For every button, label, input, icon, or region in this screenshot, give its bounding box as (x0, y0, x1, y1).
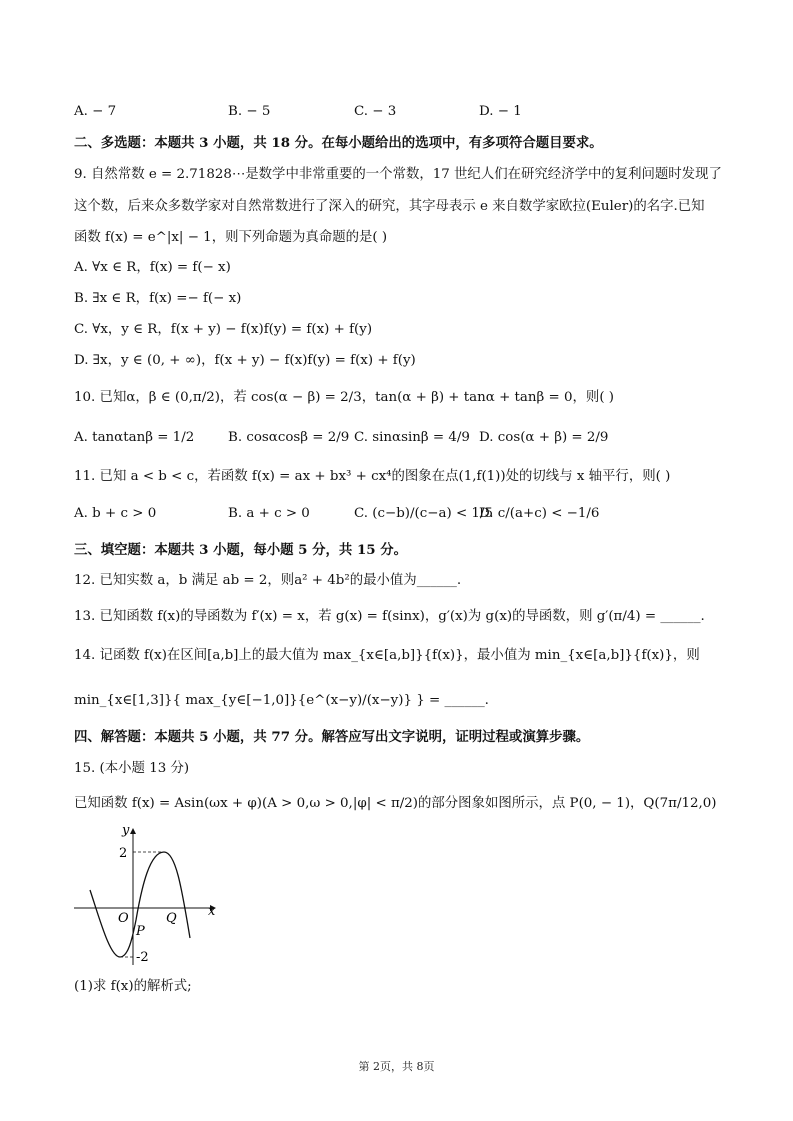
origin-label: O (118, 911, 129, 926)
min-value-label: -2 (136, 950, 149, 965)
question-11-option-d: D. c/(a+c) < −1/6 (479, 506, 600, 521)
option-c: C. − 3 (354, 104, 397, 119)
section-header-multiple-choice: 二、多选题：本题共 3 小题，共 18 分。在每小题给出的选项中，有多项符合题目要求。 (74, 135, 603, 151)
question-15-part-1: (1)求 f(x)的解析式; (74, 979, 192, 994)
question-10-stem: 10. 已知α，β ∈ (0,π/2)，若 cos(α − β) = 2/3，tan(α + β) + tanα + tanβ = 0，则( ) (74, 390, 615, 405)
question-15-title: 15. (本小题 13 分) (74, 761, 190, 776)
question-9-option-b: B. ∃x ∈ R，f(x) =− f(− x) (74, 291, 242, 306)
option-a: A. − 7 (74, 104, 117, 119)
point-q-label: Q (166, 911, 177, 926)
question-9-option-a: A. ∀x ∈ R，f(x) = f(− x) (74, 260, 231, 275)
question-9-line-2: 这个数，后来众多数学家对自然常数进行了深入的研究，其字母表示 e 来自数学家欧拉(Euler)的名字.已知 (74, 199, 705, 214)
y-label: y (122, 823, 130, 838)
question-11-option-c: C. (c−b)/(c−a) < 1/5 (354, 506, 493, 521)
question-9-line-1: 9. 自然常数 e = 2.71828⋯是数学中非常重要的一个常数，17 世纪人们在研究经济学中的复利问题时发现了 (74, 167, 722, 182)
sine-graph (70, 820, 230, 970)
question-9-option-d: D. ∃x，y ∈ (0, + ∞)，f(x + y) − f(x)f(y) = f(x) + f(y) (74, 353, 416, 368)
y-axis-arrow-icon (130, 828, 136, 834)
question-12: 12. 已知实数 a，b 满足 ab = 2，则a² + 4b²的最小值为______. (74, 573, 462, 588)
question-13: 13. 已知函数 f(x)的导函数为 f′(x) = x，若 g(x) = f(sinx)，g′(x)为 g(x)的导函数，则 g′(π/4) = ______. (74, 609, 705, 624)
question-11-option-b: B. a + c > 0 (228, 506, 310, 521)
point-p-label: P (136, 924, 145, 939)
max-value-label: 2 (119, 846, 128, 861)
section-header-free-response: 四、解答题：本题共 5 小题，共 77 分。解答应写出文字说明，证明过程或演算步骤。 (74, 729, 590, 745)
question-10-option-d: D. cos(α + β) = 2/9 (479, 430, 609, 445)
option-d: D. − 1 (479, 104, 522, 119)
question-10-option-a: A. tanαtanβ = 1/2 (74, 430, 195, 445)
question-9-option-c: C. ∀x，y ∈ R，f(x + y) − f(x)f(y) = f(x) + f(y) (74, 322, 373, 337)
question-10-option-c: C. sinαsinβ = 4/9 (354, 430, 470, 445)
question-14-line-2: min_{x∈[1,3]}{ max_{y∈[−1,0]}{e^(x−y)/(x−y)} } = ______. (74, 693, 489, 708)
question-10-option-b: B. cosαcosβ = 2/9 (228, 430, 350, 445)
question-11-stem: 11. 已知 a < b < c，若函数 f(x) = ax + bx³ + cx⁴的图象在点(1,f(1))处的切线与 x 轴平行，则( ) (74, 469, 671, 484)
question-11-option-a: A. b + c > 0 (74, 506, 157, 521)
option-b: B. − 5 (228, 104, 271, 119)
question-14-line-1: 14. 记函数 f(x)在区间[a,b]上的最大值为 max_{x∈[a,b]}{f(x)}，最小值为 min_{x∈[a,b]}{f(x)}，则 (74, 648, 700, 663)
question-15-stem: 已知函数 f(x) = Asin(ωx + φ)(A > 0,ω > 0,|φ| < π/2)的部分图象如图所示，点 P(0, − 1)，Q(7π/12,0) (74, 796, 717, 811)
question-9-line-3: 函数 f(x) = e^|x| − 1，则下列命题为真命题的是( ) (74, 230, 388, 245)
x-label: x (208, 904, 216, 919)
section-header-fill-in: 三、填空题：本题共 3 小题，每小题 5 分，共 15 分。 (74, 542, 408, 558)
page-footer: 第 2页，共 8页 (358, 1060, 435, 1073)
sine-curve (90, 852, 190, 957)
